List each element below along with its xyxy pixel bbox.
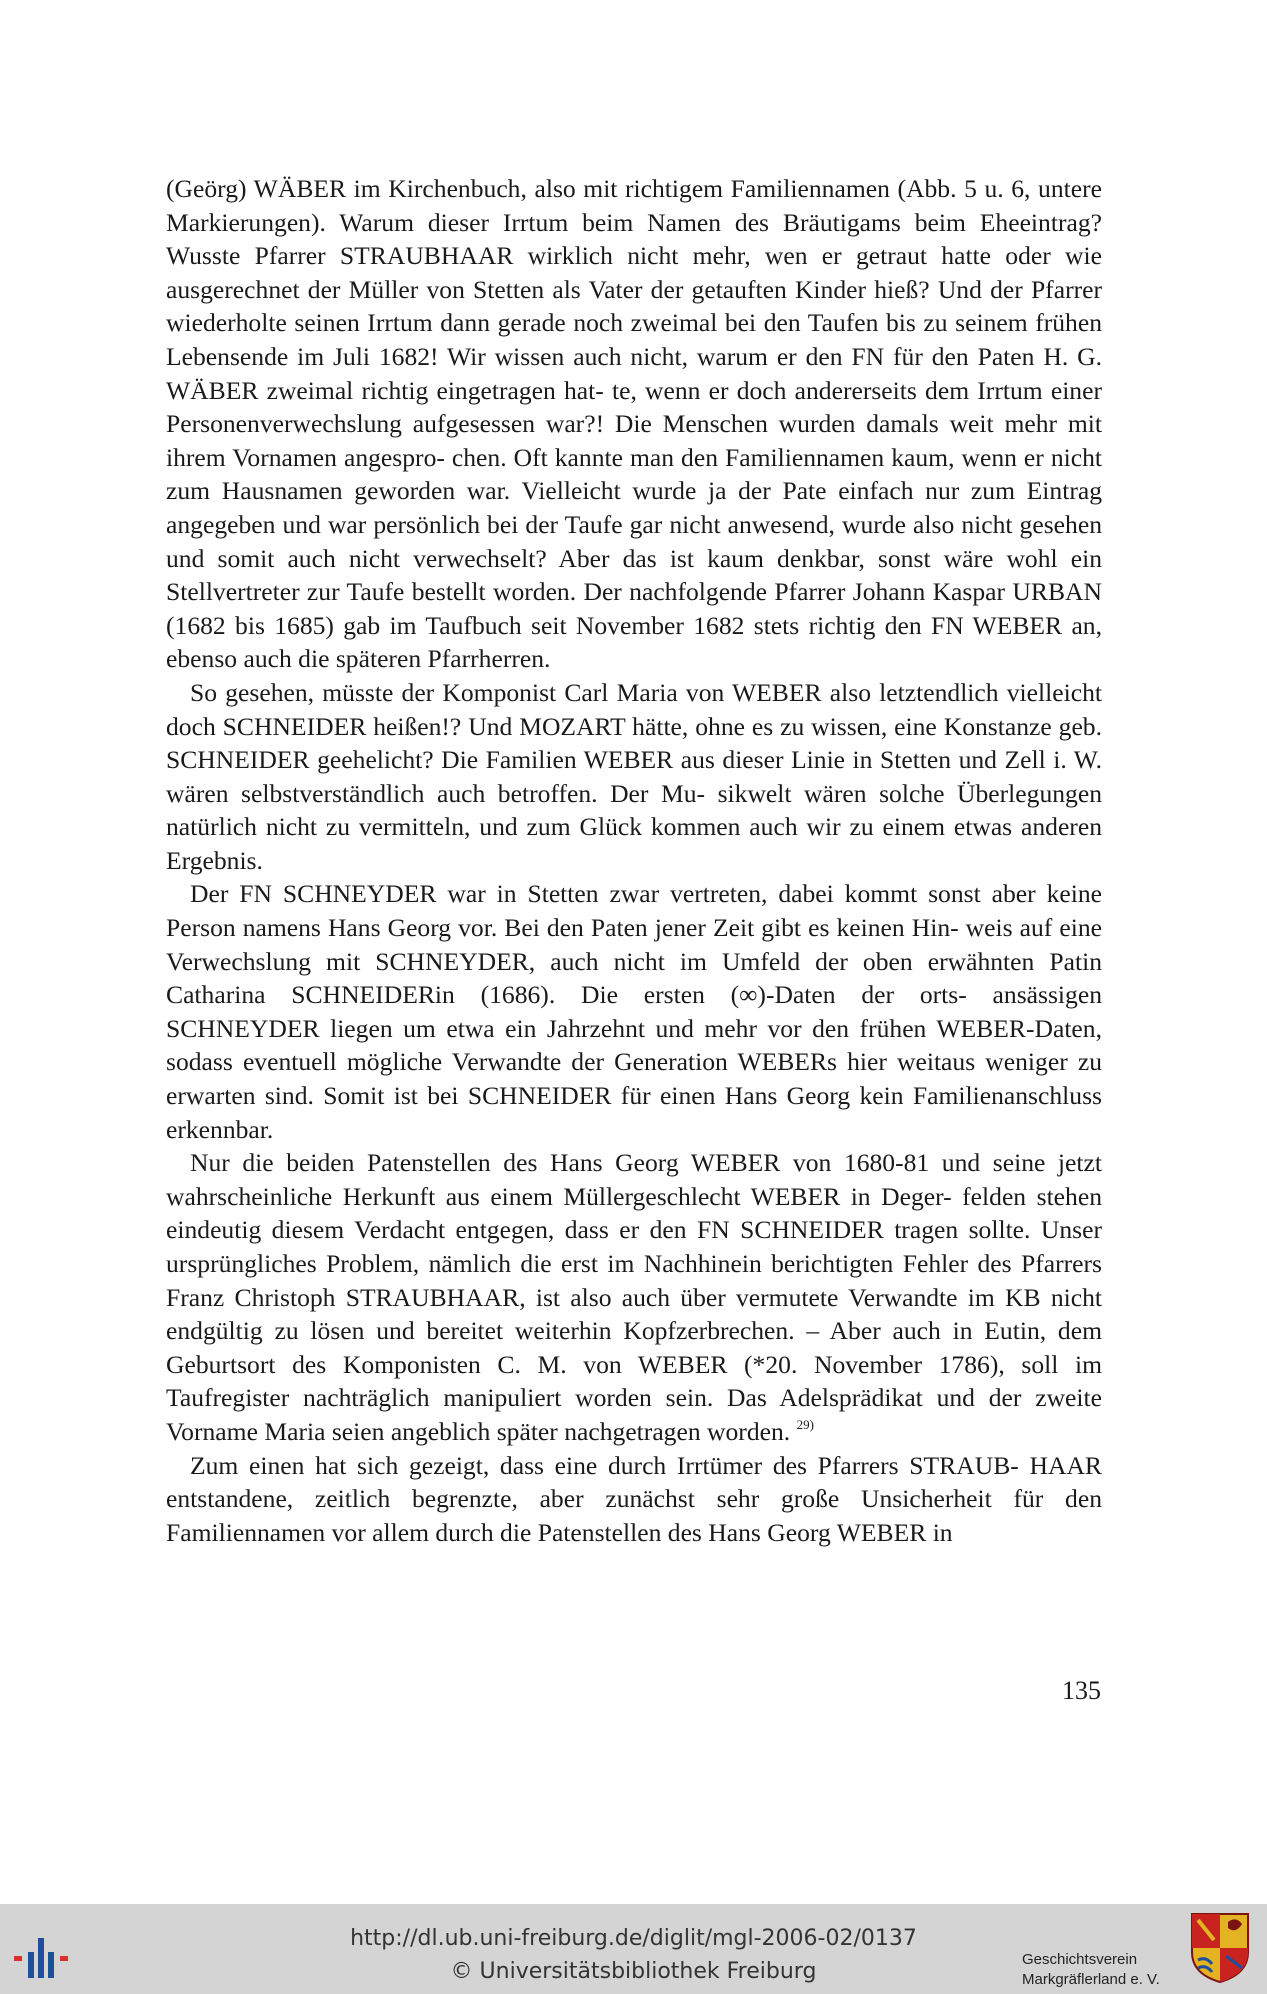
paragraph-2: So gesehen, müsste der Komponist Carl Maria von WEBER also letztendlich vielleicht doch SCHNEIDER heißen!? Und MOZART hätte, ohne es zu wissen, eine Konstanze geb. SCHNEIDER geehelicht? Die Familien WEBER aus dieser Linie in Stetten und Zell i. W. wären selbstverständlich auch betroffen. Der Mu- sikwelt wären solche Überlegungen natürlich nicht zu vermitteln, und zum Glück kommen auch wir zu einem etwas anderen Ergebnis. (166, 677, 1102, 875)
footer-copyright: © Universitätsbibliothek Freiburg (450, 1959, 817, 1984)
paragraph-4-text: Nur die beiden Patenstellen des Hans Georg WEBER von 1680-81 und seine jetzt wahrscheinliche Herkunft aus einem Müllergeschlecht WEBER in Deger- felden stehen eindeutig diesem Verdacht entgegen, dass er den FN SCHNEIDER tragen sollte. Unser ursprüngliches Problem, nämlich die erst im Nachhinein berichtigten Fehler des Pfarrers Franz Christoph STRAUBHAAR, ist also auch über vermutete Verwandte im KB nicht endgültig zu lösen und bereitet weiterhin Kopfzerbrechen. – Aber auch in Eutin, dem Geburtsort des Komponisten C. M. von WEBER (*20. November 1786), soll im Taufregister nachträglich manipuliert worden sein. Das Adelsprädikat und der zweite Vorname Maria seien angeblich später nachgetragen worden. (166, 1148, 1102, 1446)
footer-url-link[interactable]: http://dl.ub.uni-freiburg.de/diglit/mgl-2006-02/0137 (350, 1926, 917, 1951)
society-name-line1: Geschichtsverein (1022, 1951, 1138, 1968)
markgraeflerland-crest-icon[interactable] (1190, 1912, 1250, 1984)
page-number: 135 (1062, 1676, 1101, 1705)
document-body (166, 172, 1102, 1549)
paragraph-3: Der FN SCHNEYDER war in Stetten zwar vertreten, dabei kommt sonst aber keine Person namens Hans Georg vor. Bei den Paten jener Zeit gibt es keinen Hin- weis auf eine Verwechslung mit SCHNEYDER, auch nicht im Umfeld der oben erwähnten Patin Catharina SCHNEIDERin (1686). Die ersten (∞)-Daten der orts- ansässigen SCHNEYDER liegen um etwa ein Jahrzehnt und mehr vor den frühen WEBER-Daten, sodass eventuell mögliche Verwandte der Generation WEBERs hier weitaus weniger zu erwarten sind. Somit ist bei SCHNEIDER für einen Hans Georg kein Familienanschluss erkennbar. (166, 879, 1102, 1144)
footer-bar (0, 1904, 1267, 1994)
paragraph-4 (166, 1146, 1102, 1448)
society-name (1022, 1950, 1182, 1990)
society-name-line2: Markgräflerland e. V. (1022, 1971, 1160, 1988)
paragraph-1: (Geörg) WÄBER im Kirchenbuch, also mit richtigem Familiennamen (Abb. 5 u. 6, untere Markierungen). Warum dieser Irrtum beim Namen des Bräutigams beim Eheeintrag? Wusste Pfarrer STRAUBHAAR wirklich nicht mehr, wen er getraut hatte oder wie ausgerechnet der Müller von Stetten als Vater der getauften Kinder hieß? Und der Pfarrer wiederholte seinen Irrtum dann gerade noch zweimal bei den Taufen bis zu seinem frühen Lebensende im Juli 1682! Wir wissen auch nicht, warum er den FN für den Paten H. G. WÄBER zweimal richtig eingetragen hat- te, wenn er doch andererseits dem Irrtum einer Personenverwechslung aufgesessen war?! Die Menschen wurden damals weit mehr mit ihrem Vornamen angespro- chen. Oft kannte man den Familiennamen kaum, wenn er nicht zum Hausnamen geworden war. Vielleicht wurde ja der Pate einfach nur zum Eintrag angegeben und war persönlich bei der Taufe gar nicht anwesend, wurde also nicht gesehen und somit auch nicht verwechselt? Aber das ist kaum denkbar, sonst wäre wohl ein Stellvertreter zur Taufe bestellt worden. Der nachfolgende Pfarrer Johann Kaspar URBAN (1682 bis 1685) gab im Taufbuch seit November 1682 stets richtig den FN WEBER an, ebenso auch die späteren Pfarrherren. (166, 174, 1102, 674)
footnote-marker: 29) (796, 1416, 814, 1432)
paragraph-5: Zum einen hat sich gezeigt, dass eine durch Irrtümer des Pfarrers STRAUB- HAAR entstandene, zeitlich begrenzte, aber zunächst sehr große Unsicherheit für den Familiennamen vor allem durch die Patenstellen des Hans Georg WEBER in (166, 1450, 1102, 1547)
